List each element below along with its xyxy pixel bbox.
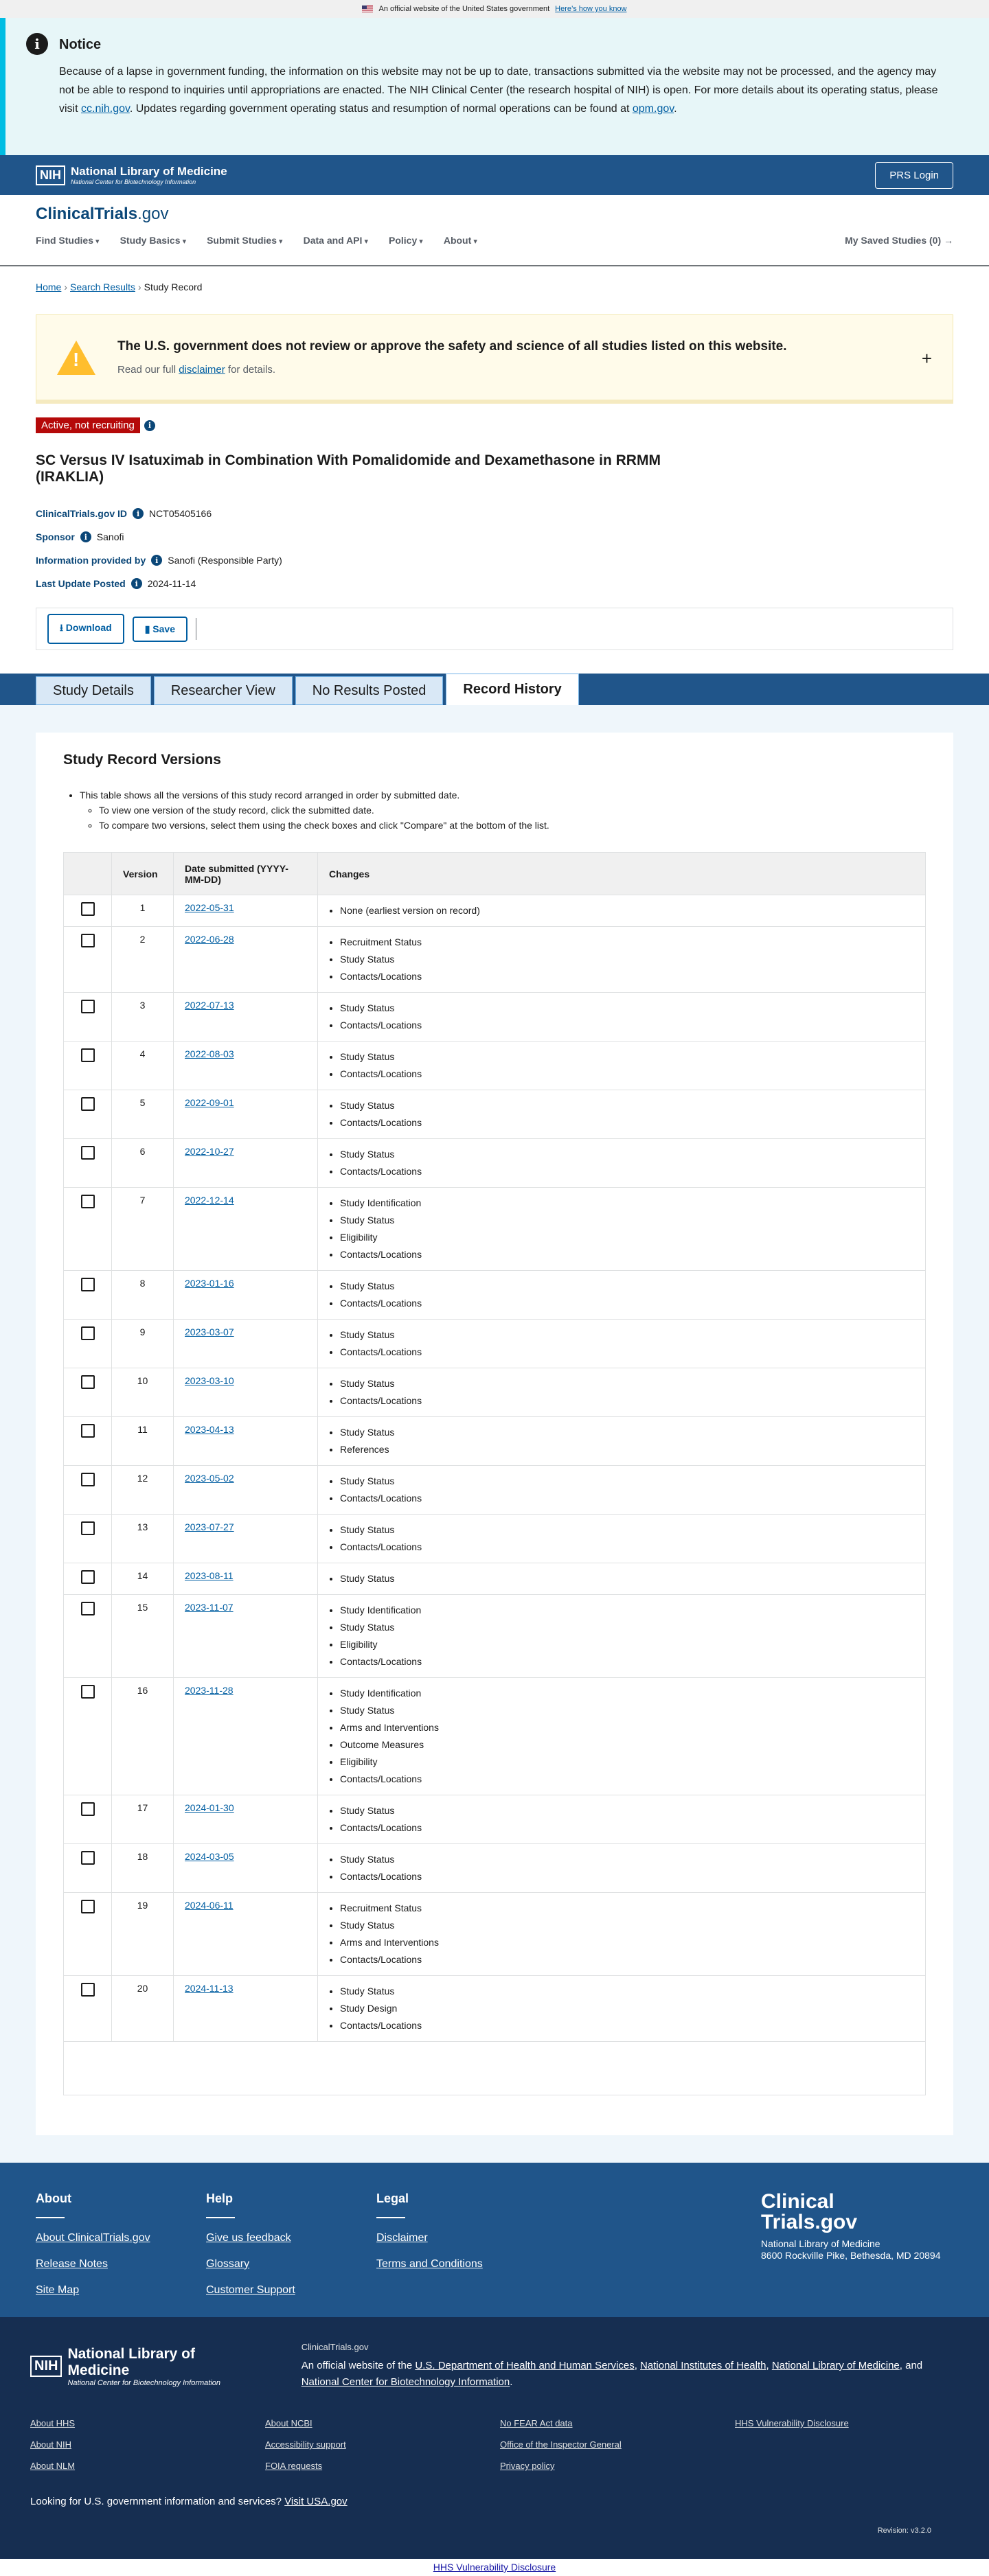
version-row xyxy=(64,1090,926,1139)
nih-link[interactable]: National Institutes of Health xyxy=(640,2360,766,2371)
version-date-link[interactable]: 2023-03-07 xyxy=(185,1326,234,1337)
footer-link-glossary[interactable]: Glossary xyxy=(206,2258,250,2270)
nav-study-basics[interactable]: Study Basics ▾ xyxy=(120,235,187,246)
changes-column-header: Changes xyxy=(318,853,926,895)
nct-id-label: ClinicalTrials.gov ID xyxy=(36,508,128,519)
footer-logo[interactable]: Clinical Trials.gov xyxy=(761,2190,858,2233)
nlm-name: National Library of Medicine xyxy=(71,165,227,178)
ncbi-name: National Center for Biotechnology Information xyxy=(71,179,196,185)
change-item: • Study Status xyxy=(340,1521,914,1539)
change-item: • Contacts/Locations xyxy=(340,968,914,985)
change-item: • Contacts/Locations xyxy=(340,1653,914,1670)
date-column-header: Date submitted (YYYY-MM-DD) xyxy=(174,853,318,895)
save-button[interactable]: ▮ Save xyxy=(133,617,187,642)
version-number: 8 xyxy=(112,1271,174,1320)
change-item: • None (earliest version on record) xyxy=(340,902,914,919)
compare-checkbox[interactable] xyxy=(81,1473,95,1486)
history-instructions: • This table shows all the versions of this study record arranged in order by submitted date. ◦ To view one version of the study record, click the submitted date. ◦ To compare two versions, select them using the check boxes and click "Compare" at the bottom of the list. xyxy=(80,787,926,833)
hhs-link[interactable]: U.S. Department of Health and Human Services xyxy=(415,2360,635,2371)
compare-checkbox[interactable] xyxy=(81,934,95,947)
change-item: • Contacts/Locations xyxy=(340,1295,914,1312)
opm-link[interactable]: opm.gov xyxy=(632,103,674,115)
footer-link-about-hhs[interactable]: About HHS xyxy=(30,2418,76,2428)
version-date-link[interactable]: 2022-12-14 xyxy=(185,1195,234,1206)
compare-checkbox[interactable] xyxy=(81,1900,95,1913)
version-number: 2 xyxy=(112,927,174,993)
ncbi-link[interactable]: National Center for Biotechnology Information xyxy=(301,2376,510,2388)
change-item: • Study Status xyxy=(340,1851,914,1868)
change-item: • Study Status xyxy=(340,1473,914,1490)
change-item: • Contacts/Locations xyxy=(340,1114,914,1131)
prs-login-button[interactable]: PRS Login xyxy=(875,162,953,189)
version-date-link[interactable]: 2024-03-05 xyxy=(185,1851,234,1862)
version-row xyxy=(64,927,926,993)
last-update-label: Last Update Posted xyxy=(36,578,126,589)
hhs-vulnerability-link[interactable]: HHS Vulnerability Disclosure xyxy=(433,2562,556,2573)
revision-text: Revision: v3.2.0 xyxy=(877,2527,931,2535)
status-info-icon[interactable]: i xyxy=(144,420,155,431)
footer-bottom xyxy=(0,2317,989,2559)
nct-id-value: NCT05405166 xyxy=(149,508,212,519)
change-item: • Study Status xyxy=(340,1424,914,1441)
footer-link-disclaimer[interactable]: Disclaimer xyxy=(376,2232,428,2244)
footer-help-column: Help Give us feedback Glossary Customer Support xyxy=(206,2192,376,2288)
status-badge: Active, not recruiting xyxy=(36,417,140,433)
changes-list xyxy=(340,1983,914,2034)
version-row xyxy=(64,1188,926,1271)
version-date-link[interactable]: 2024-11-13 xyxy=(185,1983,234,1994)
notice-alert xyxy=(0,18,989,155)
change-item: • Arms and Interventions xyxy=(340,1719,914,1736)
footer-link-hhs-vulnerability-disclosure[interactable]: HHS Vulnerability Disclosure xyxy=(735,2418,849,2428)
action-bar xyxy=(36,608,953,650)
version-number: 13 xyxy=(112,1515,174,1563)
version-row xyxy=(64,1678,926,1795)
change-item: • Contacts/Locations xyxy=(340,1163,914,1180)
version-number: 12 xyxy=(112,1466,174,1515)
version-row xyxy=(64,1042,926,1090)
changes-list xyxy=(340,1146,914,1180)
change-item: • Study Status xyxy=(340,1375,914,1392)
download-button[interactable]: ⭳ Download xyxy=(47,614,124,644)
site-header xyxy=(0,195,989,266)
change-item: • Contacts/Locations xyxy=(340,1868,914,1885)
version-number: 11 xyxy=(112,1417,174,1466)
version-number: 16 xyxy=(112,1678,174,1795)
version-date-link[interactable]: 2022-09-01 xyxy=(185,1097,234,1108)
breadcrumb: Home › Search Results › Study Record xyxy=(36,281,203,292)
change-item: • Study Identification xyxy=(340,1602,914,1619)
changes-list xyxy=(340,1195,914,1263)
version-date-link[interactable]: 2022-08-03 xyxy=(185,1048,234,1059)
change-item: • Recruitment Status xyxy=(340,934,914,951)
compare-checkbox[interactable] xyxy=(81,1000,95,1013)
version-number: 19 xyxy=(112,1893,174,1976)
compare-checkbox[interactable] xyxy=(81,1521,95,1535)
change-item: • Eligibility xyxy=(340,1229,914,1246)
record-history-section xyxy=(0,705,989,2163)
change-item: • Study Status xyxy=(340,1570,914,1587)
change-item: • Outcome Measures xyxy=(340,1736,914,1753)
version-date-link[interactable]: 2022-10-27 xyxy=(185,1146,234,1157)
changes-list xyxy=(340,1048,914,1083)
footer-link-no-fear-act-data[interactable]: No FEAR Act data xyxy=(500,2418,573,2428)
change-item: • Study Status xyxy=(340,1000,914,1017)
change-item: • Study Identification xyxy=(340,1685,914,1702)
changes-list xyxy=(340,1326,914,1361)
disclaimer-banner xyxy=(36,314,953,404)
footer-description: ClinicalTrials.gov An official website of the U.S. Department of Health and Human Services, National Institutes of Health, National Library of Medicine, and National Center for Biotechnology Information. xyxy=(301,2342,923,2388)
change-item: • Study Design xyxy=(340,2000,914,2017)
footer-top xyxy=(0,2163,989,2317)
change-item: • Study Status xyxy=(340,1212,914,1229)
compare-row xyxy=(64,2042,926,2095)
footer-legal-column: Legal Disclaimer Terms and Conditions xyxy=(376,2192,547,2288)
version-date-link[interactable]: 2023-05-02 xyxy=(185,1473,234,1484)
footer-link-office-of-the-inspector-general[interactable]: Office of the Inspector General xyxy=(500,2439,622,2450)
clinicaltrials-logo[interactable]: ClinicalTrials.gov xyxy=(36,205,169,223)
change-item: • Study Status xyxy=(340,1146,914,1163)
version-row xyxy=(64,1893,926,1976)
usa-gov-line: Looking for U.S. government information and services? Visit USA.gov xyxy=(30,2496,348,2507)
disclaimer-link[interactable]: disclaimer xyxy=(179,364,225,376)
compare-checkbox[interactable] xyxy=(81,1424,95,1438)
version-date-link[interactable]: 2023-03-10 xyxy=(185,1375,234,1386)
compare-checkbox[interactable] xyxy=(81,1326,95,1340)
version-number: 15 xyxy=(112,1595,174,1678)
changes-list xyxy=(340,902,914,919)
version-number: 4 xyxy=(112,1042,174,1090)
nih-logo-icon: NIH xyxy=(30,2356,62,2377)
version-number: 9 xyxy=(112,1320,174,1368)
version-row xyxy=(64,1139,926,1188)
nlm-link[interactable]: National Library of Medicine xyxy=(771,2360,900,2371)
main-nav xyxy=(36,235,953,246)
compare-checkbox[interactable] xyxy=(81,1570,95,1584)
footer-link-about-nih[interactable]: About NIH xyxy=(30,2439,71,2450)
footer-link-customer-support[interactable]: Customer Support xyxy=(206,2284,295,2296)
compare-checkbox[interactable] xyxy=(81,1602,95,1615)
breadcrumb-home[interactable]: Home xyxy=(36,281,62,292)
change-item: • Study Status xyxy=(340,951,914,968)
last-update-value: 2024-11-14 xyxy=(147,578,196,589)
breadcrumb-search-results[interactable]: Search Results xyxy=(70,281,135,292)
version-date-link[interactable]: 2022-05-31 xyxy=(185,902,234,913)
changes-list xyxy=(340,1570,914,1587)
gov-banner xyxy=(0,0,989,18)
footer-about-column: About About ClinicalTrials.gov Release Notes Site Map xyxy=(36,2192,206,2288)
study-title: SC Versus IV Isatuximab in Combination With Pomalidomide and Dexamethasone in RRMM (IRAKLIA) xyxy=(36,452,661,485)
change-item: • Contacts/Locations xyxy=(340,1246,914,1263)
download-icon: ⭳ xyxy=(60,622,63,633)
version-row xyxy=(64,1844,926,1893)
changes-list xyxy=(340,1521,914,1556)
provided-by-value: Sanofi (Responsible Party) xyxy=(168,555,282,566)
notice-body: Because of a lapse in government funding, the information on this website may not be up to date, transactions submitted via the website may not be processed, and the agency may not be able to respond to inquiries until appropriations are enacted. The NIH Clinical Center (the research hospital of NIH) is open. For more details about its operating status, please visit cc.nih.gov. Updates regarding government operating status and resumption of normal operations can be found at opm.gov. xyxy=(59,66,938,115)
version-number: 10 xyxy=(112,1368,174,1417)
change-item: • References xyxy=(340,1441,914,1458)
tab-record-history[interactable]: Record History xyxy=(446,674,578,705)
nav-about[interactable]: About ▾ xyxy=(444,235,477,246)
changes-list xyxy=(340,1473,914,1507)
change-item: • Study Status xyxy=(340,1326,914,1344)
version-row xyxy=(64,1466,926,1515)
compare-checkbox[interactable] xyxy=(81,1983,95,1997)
version-row xyxy=(64,1976,926,2042)
change-item: • Study Status xyxy=(340,1802,914,1819)
footer-link-privacy-policy[interactable]: Privacy policy xyxy=(500,2461,555,2471)
version-row xyxy=(64,1417,926,1466)
versions-table xyxy=(63,852,926,2095)
tab-study-details[interactable]: Study Details xyxy=(36,676,151,705)
version-date-link[interactable]: 2023-07-27 xyxy=(185,1521,234,1532)
version-number: 17 xyxy=(112,1795,174,1844)
nlm-header xyxy=(0,155,989,195)
compare-checkbox[interactable] xyxy=(81,1375,95,1389)
tab-researcher-view[interactable]: Researcher View xyxy=(154,676,293,705)
compare-checkbox[interactable] xyxy=(81,1195,95,1208)
disclaimer-text: Read our full disclaimer for details. xyxy=(117,364,276,376)
version-row xyxy=(64,993,926,1042)
nav-data-and-api[interactable]: Data and API ▾ xyxy=(304,235,368,246)
study-meta xyxy=(36,502,953,595)
change-item: • Eligibility xyxy=(340,1753,914,1771)
version-row xyxy=(64,1563,926,1595)
version-column-header: Version xyxy=(112,853,174,895)
change-item: • Arms and Interventions xyxy=(340,1934,914,1951)
change-item: • Study Status xyxy=(340,1619,914,1636)
tab-no-results-posted[interactable]: No Results Posted xyxy=(295,676,444,705)
study-tabs xyxy=(0,674,989,705)
info-icon: i xyxy=(26,33,48,55)
changes-list xyxy=(340,1802,914,1837)
version-row xyxy=(64,1368,926,1417)
version-date-link[interactable]: 2023-11-28 xyxy=(185,1685,234,1696)
compare-checkbox[interactable] xyxy=(81,1146,95,1160)
version-number: 3 xyxy=(112,993,174,1042)
compare-checkbox[interactable] xyxy=(81,1278,95,1291)
change-item: • Contacts/Locations xyxy=(340,1490,914,1507)
changes-list xyxy=(340,1602,914,1670)
footer-link-release-notes[interactable]: Release Notes xyxy=(36,2258,108,2270)
notice-title: Notice xyxy=(59,37,102,52)
compare-checkbox[interactable] xyxy=(81,1851,95,1865)
footer-link-terms-and-conditions[interactable]: Terms and Conditions xyxy=(376,2258,483,2270)
last-update-info-icon[interactable]: i xyxy=(131,578,142,589)
compare-checkbox[interactable] xyxy=(81,1685,95,1699)
footer-nlm-logo[interactable]: NIH National Library of Medicine National Center for Biotechnology Information xyxy=(30,2342,260,2391)
version-number: 20 xyxy=(112,1976,174,2042)
footer-link-give-us-feedback[interactable]: Give us feedback xyxy=(206,2232,291,2244)
changes-list xyxy=(340,1424,914,1458)
nav-find-studies[interactable]: Find Studies ▾ xyxy=(36,235,100,246)
change-item: • Contacts/Locations xyxy=(340,1771,914,1788)
bookmark-icon: ▮ xyxy=(144,623,150,634)
gov-banner-text: An official website of the United States government xyxy=(378,5,550,13)
version-number: 1 xyxy=(112,895,174,927)
change-item: • Study Status xyxy=(340,1278,914,1295)
version-date-link[interactable]: 2022-07-13 xyxy=(185,1000,234,1011)
change-item: • Study Identification xyxy=(340,1195,914,1212)
version-date-link[interactable]: 2023-04-13 xyxy=(185,1424,234,1435)
arrow-right-icon: → xyxy=(944,235,953,246)
version-row xyxy=(64,1320,926,1368)
footer-link-accessibility-support[interactable]: Accessibility support xyxy=(265,2439,346,2450)
changes-list xyxy=(340,1375,914,1410)
version-number: 5 xyxy=(112,1090,174,1139)
changes-list xyxy=(340,1900,914,1968)
version-date-link[interactable]: 2023-01-16 xyxy=(185,1278,234,1289)
change-item: • Study Status xyxy=(340,1702,914,1719)
changes-list xyxy=(340,1851,914,1885)
warning-icon: ! xyxy=(57,341,95,375)
sponsor-label: Sponsor xyxy=(36,531,75,542)
nlm-logo[interactable] xyxy=(36,165,227,185)
version-row xyxy=(64,1795,926,1844)
footer-link-site-map[interactable]: Site Map xyxy=(36,2284,80,2296)
expand-plus-icon[interactable]: + xyxy=(921,348,932,369)
change-item: • Contacts/Locations xyxy=(340,1819,914,1837)
compare-checkbox[interactable] xyxy=(81,902,95,916)
changes-list xyxy=(340,1097,914,1131)
version-number: 6 xyxy=(112,1139,174,1188)
version-date-link[interactable]: 2023-11-07 xyxy=(185,1602,234,1613)
version-date-link[interactable]: 2022-06-28 xyxy=(185,934,234,945)
version-number: 18 xyxy=(112,1844,174,1893)
version-number: 7 xyxy=(112,1188,174,1271)
version-number: 14 xyxy=(112,1563,174,1595)
change-item: • Contacts/Locations xyxy=(340,1017,914,1034)
disclaimer-title: The U.S. government does not review or approve the safety and science of all studies listed on this website. xyxy=(117,339,787,354)
provided-by-info-icon[interactable]: i xyxy=(151,555,162,566)
footer-link-about-ncbi[interactable]: About NCBI xyxy=(265,2418,312,2428)
cc-nih-link[interactable]: cc.nih.gov xyxy=(81,103,130,115)
nav-policy[interactable]: Policy ▾ xyxy=(389,235,423,246)
compare-checkbox[interactable] xyxy=(81,1048,95,1062)
changes-list xyxy=(340,934,914,985)
change-item: • Study Status xyxy=(340,1917,914,1934)
version-date-link[interactable]: 2024-06-11 xyxy=(185,1900,234,1911)
change-item: • Study Status xyxy=(340,1048,914,1066)
version-row xyxy=(64,1515,926,1563)
sponsor-info-icon[interactable]: i xyxy=(80,531,91,542)
my-saved-studies-link[interactable]: My Saved Studies (0) → xyxy=(845,235,953,246)
compare-checkbox[interactable] xyxy=(81,1802,95,1816)
version-date-link[interactable]: 2023-08-11 xyxy=(185,1570,234,1581)
section-title: Study Record Versions xyxy=(63,752,221,768)
breadcrumb-current: Study Record xyxy=(144,281,203,292)
changes-list xyxy=(340,1685,914,1788)
change-item: • Contacts/Locations xyxy=(340,1066,914,1083)
footer-link-about-nlm[interactable]: About NLM xyxy=(30,2461,76,2471)
heres-how-you-know-link[interactable]: Here’s how you know xyxy=(555,5,627,13)
nct-id-info-icon[interactable]: i xyxy=(133,508,144,519)
change-item: • Contacts/Locations xyxy=(340,2017,914,2034)
change-item: • Contacts/Locations xyxy=(340,1539,914,1556)
footer-link-about-clinicaltrials-gov[interactable]: About ClinicalTrials.gov xyxy=(36,2232,150,2244)
change-item: • Contacts/Locations xyxy=(340,1951,914,1968)
change-item: • Eligibility xyxy=(340,1636,914,1653)
compare-checkbox[interactable] xyxy=(81,1097,95,1111)
change-item: • Contacts/Locations xyxy=(340,1344,914,1361)
change-item: • Recruitment Status xyxy=(340,1900,914,1917)
change-item: • Study Status xyxy=(340,1983,914,2000)
usa-gov-link[interactable]: Visit USA.gov xyxy=(284,2496,348,2507)
nih-logo-icon: NIH xyxy=(36,165,65,185)
footer-link-foia-requests[interactable]: FOIA requests xyxy=(265,2461,323,2471)
version-row xyxy=(64,895,926,927)
footer-links-grid xyxy=(30,2418,959,2471)
version-row xyxy=(64,1271,926,1320)
version-date-link[interactable]: 2024-01-30 xyxy=(185,1802,234,1813)
us-flag-icon xyxy=(362,5,373,12)
select-column-header xyxy=(64,853,112,895)
footer-brand: Clinical Trials.gov National Library of Medicine 8600 Rockville Pike, Bethesda, MD 20894 xyxy=(761,2192,953,2288)
provided-by-label: Information provided by xyxy=(36,555,146,566)
nav-submit-studies[interactable]: Submit Studies ▾ xyxy=(207,235,282,246)
sponsor-value: Sanofi xyxy=(96,531,124,542)
changes-list xyxy=(340,1278,914,1312)
version-row xyxy=(64,1595,926,1678)
change-item: • Study Status xyxy=(340,1097,914,1114)
change-item: • Contacts/Locations xyxy=(340,1392,914,1410)
changes-list xyxy=(340,1000,914,1034)
